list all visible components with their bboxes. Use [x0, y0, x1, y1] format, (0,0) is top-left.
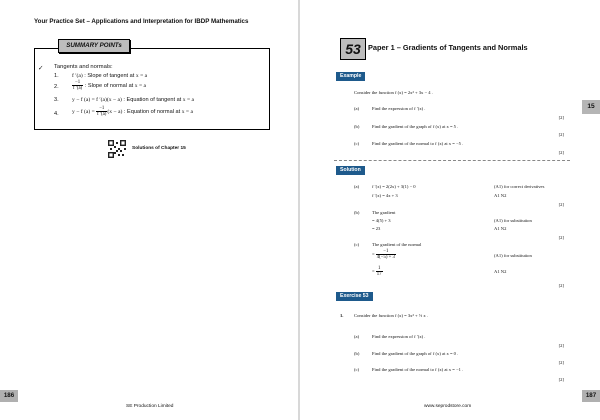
- chapter-title: Paper 1 – Gradients of Tangents and Normals: [368, 43, 528, 52]
- summary-tag: SUMMARY POINTs: [58, 39, 130, 53]
- exercise-part-letter: (c): [354, 367, 360, 372]
- solution-fraction: = $\frac{1}{17}$: [372, 266, 382, 277]
- solution-line: The gradient: [372, 210, 396, 215]
- exercise-part-text: Find the gradient of the graph of f (x) at x = 0 .: [372, 351, 459, 356]
- solution-line: = 23: [372, 226, 381, 231]
- summary-item-2: $\frac{-1}{f '(a)}$ : Slope of normal at x = a: [73, 80, 147, 91]
- mark-badge: [2]: [558, 235, 564, 240]
- solution-part-letter: (b): [354, 210, 360, 215]
- marking-note: (A1) for substitution: [494, 253, 532, 258]
- exercise-question-number: 1.: [340, 313, 344, 318]
- marking-note: A1 N2: [494, 226, 507, 231]
- summary-box: [34, 48, 270, 130]
- example-label: Example: [336, 72, 365, 81]
- page-number: 187: [582, 390, 600, 402]
- exercise-part-letter: (a): [354, 334, 360, 339]
- footer-publisher: SE Production Limited: [126, 404, 174, 409]
- summary-item-1: f ′(a) : Slope of tangent at x = a: [72, 73, 148, 79]
- summary-item-number: 3.: [54, 97, 59, 103]
- mark-badge: [2]: [558, 377, 564, 382]
- mark-badge: [2]: [558, 202, 564, 207]
- page-number: 186: [0, 390, 18, 402]
- book-header: Your Practice Set – Applications and Interpretation for IBDP Mathematics: [34, 18, 249, 25]
- exercise-part-letter: (b): [354, 351, 360, 356]
- example-part-letter: (c): [354, 141, 360, 146]
- example-part-text: Find the gradient of the graph of f (x) at x = 5 .: [372, 124, 459, 129]
- summary-item-number: 4.: [54, 111, 59, 117]
- solution-line: f ′(x) = 2(2x) + 3(1) − 0: [372, 184, 416, 189]
- right-page: [300, 0, 600, 420]
- mark-badge: [2]: [558, 343, 564, 348]
- left-page: [0, 0, 298, 420]
- exercise-label: Exercise 53: [336, 292, 373, 301]
- mark-badge: [2]: [558, 360, 564, 365]
- section-divider: [334, 160, 570, 161]
- exercise-part-text: Find the gradient of the normal to f (x) at x = −1 .: [372, 367, 464, 372]
- chapter-side-tab[interactable]: 15: [582, 100, 600, 114]
- marking-note: (A1) for substitution: [494, 218, 532, 223]
- solution-part-letter: (c): [354, 242, 360, 247]
- marking-note: A1 N2: [494, 193, 507, 198]
- summary-item-number: 2.: [54, 84, 59, 90]
- mark-badge: [2]: [558, 283, 564, 288]
- solution-line: f ′(x) = 4x + 3: [372, 193, 398, 198]
- mark-badge: [2]: [558, 132, 564, 137]
- summary-item-3: y − f (a) = f ′(a)(x − a) : Equation of tangent at x = a: [72, 97, 195, 103]
- chapter-number: 53: [340, 38, 366, 60]
- example-intro: Consider the function f (x) = 2x² + 3x − 4 .: [354, 90, 433, 95]
- exercise-intro: Consider the function f (x) = 3x² + ½ x .: [354, 313, 428, 318]
- summary-intro: Tangents and normals:: [54, 64, 113, 70]
- marking-note: A1 N2: [494, 269, 507, 274]
- qr-code-icon[interactable]: [108, 140, 126, 158]
- solution-fraction: = $\frac{-1}{4(-5) + 3}$: [372, 249, 395, 260]
- solution-label: Solution: [336, 166, 365, 175]
- exercise-part-text: Find the expression of f ′(x) .: [372, 334, 426, 339]
- summary-item-number: 1.: [54, 73, 59, 79]
- solution-part-letter: (a): [354, 184, 360, 189]
- mark-badge: [2]: [558, 150, 564, 155]
- summary-item-4: y − f (a) = $\frac{-1}{f '(a)}$ (x − a) : Equation of normal at x = a: [72, 106, 193, 117]
- solution-line: = 4(5) + 3: [372, 218, 391, 223]
- check-icon: ✓: [38, 65, 44, 72]
- marking-note: (A1) for correct derivatives: [494, 184, 545, 189]
- example-part-letter: (a): [354, 106, 360, 111]
- example-part-text: Find the expression of f ′(x) .: [372, 106, 426, 111]
- qr-code-label: Solutions of Chapter 15: [132, 146, 186, 151]
- solution-line: The gradient of the normal: [372, 242, 422, 247]
- footer-website[interactable]: www.seprodstore.com: [424, 404, 472, 409]
- example-part-letter: (b): [354, 124, 360, 129]
- example-part-text: Find the gradient of the normal to f (x) at x = −5 .: [372, 141, 464, 146]
- mark-badge: [2]: [558, 115, 564, 120]
